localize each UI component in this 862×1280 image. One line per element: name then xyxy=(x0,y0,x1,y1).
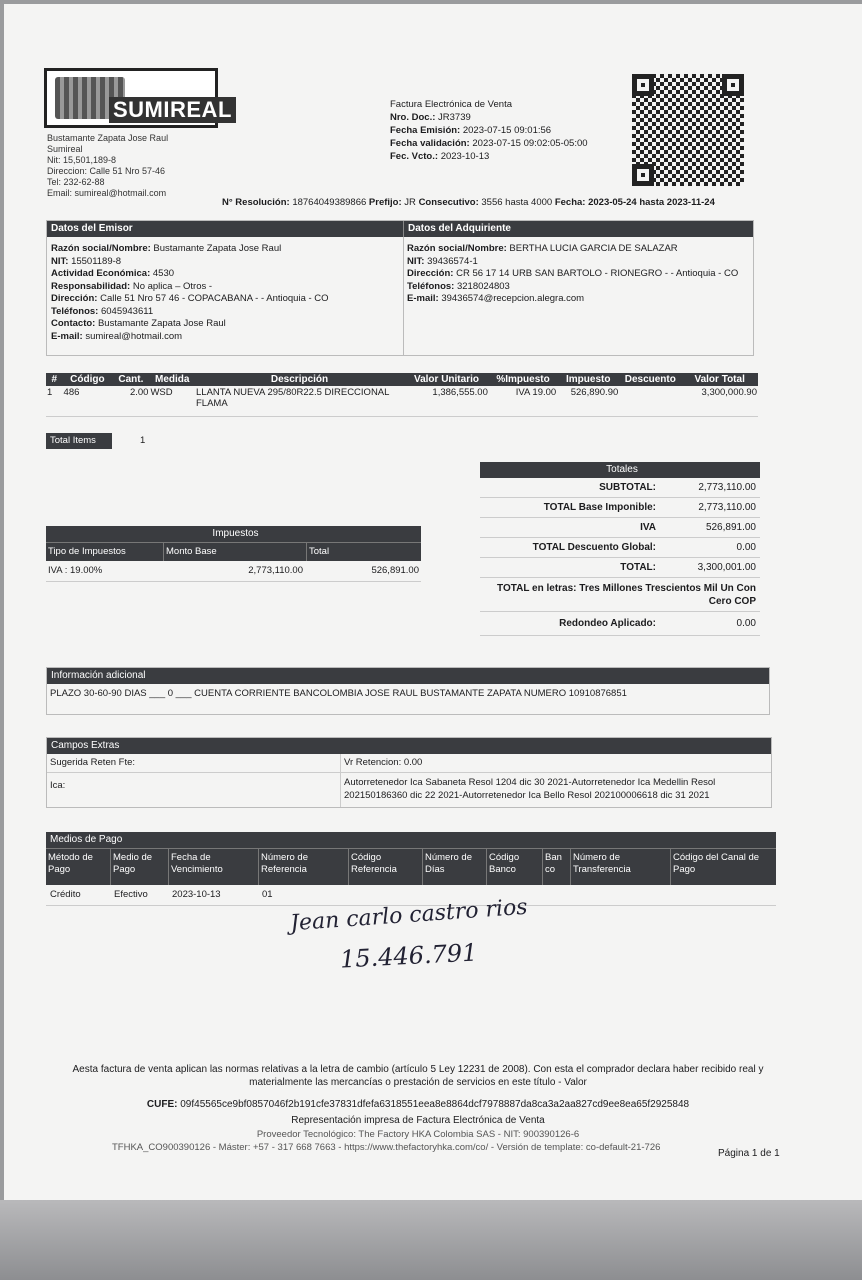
col-header: Valor Total xyxy=(681,373,758,386)
totals-row xyxy=(480,558,760,578)
cell: Sugerida Reten Fte: xyxy=(50,757,136,768)
cell xyxy=(542,885,570,905)
cell: 526,890.90 xyxy=(570,387,619,398)
qr-finder xyxy=(632,74,654,96)
field-value: CR 56 17 14 URB SAN BARTOLO - RIONEGRO - - Antioquia - CO xyxy=(456,268,739,279)
additional-info-text: PLAZO 30-60-90 DIAS ___ 0 ___ CUENTA CORRIENTE BANCOLOMBIA JOSE RAUL BUSTAMANTE ZAPATA NUMERO 10910876851 xyxy=(50,688,627,699)
col-header: Ban co xyxy=(542,849,570,885)
cell: 486 xyxy=(63,387,80,398)
field-label: E-mail: xyxy=(407,293,439,304)
total-items-value: 1 xyxy=(140,435,146,446)
col-header: Impuesto xyxy=(557,373,619,386)
table-row xyxy=(46,561,421,582)
field-label: Dirección: xyxy=(51,293,98,304)
cell: Efectivo xyxy=(114,889,148,900)
issuer-line: Direccion: Calle 51 Nro 57-46 xyxy=(47,166,166,176)
rounding-row xyxy=(480,612,760,636)
handwritten-id: 15.446.791 xyxy=(339,938,479,974)
additional-info-title: Información adicional xyxy=(47,668,769,684)
buyer-section-title: Datos del Adquiriente xyxy=(403,221,753,237)
col-header: Código Referencia xyxy=(348,849,422,885)
payment-header xyxy=(46,848,776,885)
qr-finder xyxy=(632,164,654,186)
field-value: Calle 51 Nro 57 46 - COPACABANA - - Antioquia - CO xyxy=(100,293,329,304)
cell: IVA : 19.00% xyxy=(48,565,103,576)
totals-label: TOTAL Descuento Global: xyxy=(532,542,656,553)
issue-date: 2023-07-15 09:01:56 xyxy=(462,125,552,136)
field-value: sumireal@hotmail.com xyxy=(85,330,183,342)
field-value: 15501189-8 xyxy=(71,255,122,267)
table-row xyxy=(46,386,758,417)
col-header: Cant. xyxy=(112,373,149,386)
payment-title: Medios de Pago xyxy=(46,832,776,848)
col-header: Número de Referencia xyxy=(258,849,348,885)
totals-title: Totales xyxy=(480,462,760,478)
totals-label: IVA xyxy=(640,522,656,533)
col-header: Total xyxy=(306,543,421,561)
items-header-row xyxy=(46,373,758,386)
resolution-line xyxy=(222,197,715,208)
doc-title: Factura Electrónica de Venta xyxy=(390,99,512,110)
taxes-section xyxy=(46,526,421,582)
issuer-line: Email: sumireal@hotmail.com xyxy=(47,188,167,198)
col-header: Medida xyxy=(149,373,195,386)
totals-label: Redondeo Aplicado: xyxy=(559,618,656,629)
cell: 1 xyxy=(47,387,53,398)
cufe-value: 09f45565ce9bf0857046f2b191cfe37831dfefa6318551eea8e8864dcf7978887da8ca3a2aa827cd9ee8ea65f2925848 xyxy=(180,1099,690,1110)
col-header: Fecha de Vencimiento xyxy=(168,849,258,885)
validation-date-label: Fecha validación: xyxy=(390,138,470,149)
totals-value: 0.00 xyxy=(736,618,756,629)
field-value: Bustamante Zapata Jose Raul xyxy=(97,318,226,329)
col-header: %Impuesto xyxy=(489,373,557,386)
total-in-words xyxy=(480,578,760,612)
issue-date-label: Fecha Emisión: xyxy=(390,125,461,136)
legal-note: Aesta factura de venta aplican las normas relativas a la letra de cambio (artículo 5 Ley 12231 de 2008). Con esta el comprador declara haber recibido real y materialmente las mercancías o prestación de servicios en este título - Valor xyxy=(72,1064,764,1088)
field-value: 6045943611 xyxy=(100,305,154,317)
issuer-header-block xyxy=(47,133,247,199)
field-value: 39436574@recepcion.alegra.com xyxy=(441,293,585,304)
col-header: Código xyxy=(63,373,113,386)
cell xyxy=(619,386,681,417)
extra-fields-section xyxy=(46,737,772,808)
totals-value: 2,773,110.00 xyxy=(698,502,756,513)
taxes-header xyxy=(46,542,421,561)
taxes-title: Impuestos xyxy=(46,526,421,542)
field-value: Bustamante Zapata Jose Raul xyxy=(153,243,282,254)
consecutive-label: Consecutivo: xyxy=(418,197,479,208)
issuer-line: Bustamante Zapata Jose Raul xyxy=(47,133,169,143)
cell: Vr Retencion: 0.00 xyxy=(340,754,771,772)
field-value: BERTHA LUCIA GARCIA DE SALAZAR xyxy=(509,243,678,254)
field-label: Teléfonos: xyxy=(407,280,455,292)
table-row xyxy=(47,773,771,807)
totals-value: 0.00 xyxy=(736,542,756,553)
totals-value: 2,773,110.00 xyxy=(698,482,756,493)
cell: 2.00 xyxy=(129,387,149,398)
additional-info-section xyxy=(46,667,770,715)
totals-row xyxy=(480,498,760,518)
field-label: Teléfonos: xyxy=(51,305,99,317)
parties-section xyxy=(46,220,754,356)
col-header: Código del Canal de Pago xyxy=(670,849,776,885)
prefix: JR xyxy=(404,197,416,208)
field-label: Razón social/Nombre: xyxy=(407,243,507,254)
field-label: Actividad Económica: xyxy=(51,268,151,279)
range-date-label: Fecha: xyxy=(554,197,586,208)
col-header: Monto Base xyxy=(163,543,306,561)
field-value: No aplica – Otros - xyxy=(132,280,213,292)
field-value: 4530 xyxy=(152,268,175,279)
field-label: Responsabilidad: xyxy=(51,280,131,292)
cell: 526,891.00 xyxy=(371,565,419,576)
consecutive: 3556 hasta 4000 xyxy=(481,197,553,208)
items-table xyxy=(46,373,758,417)
col-header: # xyxy=(46,373,63,386)
qr-code xyxy=(632,74,744,186)
totals-label: SUBTOTAL: xyxy=(599,482,656,493)
field-label: E-mail: xyxy=(51,330,83,342)
total-items-label: Total Items xyxy=(46,433,112,449)
issuer-line: Nit: 15,501,189-8 xyxy=(47,155,117,165)
cell: Ica: xyxy=(50,780,66,791)
totals-row xyxy=(480,518,760,538)
provider-note: Proveedor Tecnológico: The Factory HKA Colombia SAS - NIT: 900390126-6 xyxy=(256,1129,580,1140)
cufe-label: CUFE: xyxy=(146,1099,178,1110)
payment-section xyxy=(46,832,776,906)
prefix-label: Prefijo: xyxy=(368,197,402,208)
page-number: Página 1 de 1 xyxy=(718,1148,780,1159)
representation-note: Representación impresa de Factura Electrónica de Venta xyxy=(291,1115,545,1126)
cell: IVA 19.00 xyxy=(515,387,557,398)
field-label: NIT: xyxy=(51,255,69,267)
logo-text: SUMIREAL xyxy=(109,97,236,123)
col-header: Código Banco xyxy=(486,849,542,885)
qr-finder xyxy=(722,74,744,96)
field-value: 39436574-1 xyxy=(427,255,478,267)
cufe-line xyxy=(48,1099,788,1110)
cell xyxy=(670,885,776,905)
cell: 01 xyxy=(262,889,273,900)
issuer-line: Tel: 232-62-88 xyxy=(47,177,105,187)
col-header: Valor Unitario xyxy=(404,373,489,386)
totals-value: 526,891.00 xyxy=(705,522,756,533)
table-row xyxy=(47,754,771,773)
issuer-section-title: Datos del Emisor xyxy=(47,221,403,237)
due-date-label: Fec. Vcto.: xyxy=(390,151,439,162)
resolution-label: N° Resolución: xyxy=(222,197,290,208)
cell: 1,386,555.00 xyxy=(432,387,488,398)
doc-number: JR3739 xyxy=(438,112,471,123)
range-date: 2023-05-24 hasta 2023-11-24 xyxy=(588,197,715,208)
cell: WSD xyxy=(150,387,173,398)
col-header: Tipo de Impuestos xyxy=(48,546,126,557)
col-header: Número de Días xyxy=(422,849,486,885)
due-date: 2023-10-13 xyxy=(440,151,490,162)
company-logo xyxy=(44,68,232,128)
totals-row xyxy=(480,478,760,498)
words-label: TOTAL en letras: xyxy=(497,583,577,594)
field-label: Dirección: xyxy=(407,268,454,279)
col-header: Número de Transferencia xyxy=(570,849,670,885)
cell xyxy=(570,885,670,905)
totals-section xyxy=(480,462,760,636)
cell: 3,300,000.90 xyxy=(701,387,757,398)
resolution-number: 18764049389866 xyxy=(292,197,367,208)
master-note: TFHKA_CO900390126 - Máster: +57 - 317 668 7663 - https://www.thefactoryhka.com/co/ - Versión de template: co-default-21-726 xyxy=(112,1142,661,1153)
col-header: Descripción xyxy=(195,373,404,386)
extra-fields-title: Campos Extras xyxy=(47,738,771,754)
handwritten-name: Jean carlo castro rios xyxy=(289,894,529,937)
cell: 2023-10-13 xyxy=(172,889,221,900)
field-label: Razón social/Nombre: xyxy=(51,243,151,254)
totals-label: TOTAL Base Imponible: xyxy=(543,502,656,513)
cell: Autorretenedor Ica Sabaneta Resol 1204 dic 30 2021-Autorretenedor Ica Medellin Resol 202150186360 dic 22 2021-Autorretenedor Ica Bello Resol 202100006618 dic 31 2021 xyxy=(340,773,771,807)
issuer-details xyxy=(51,243,396,343)
totals-row xyxy=(480,538,760,558)
totals-label: TOTAL: xyxy=(620,562,656,573)
col-header: Descuento xyxy=(619,373,681,386)
divider xyxy=(403,237,404,355)
col-header: Método de Pago xyxy=(48,852,93,875)
cell: Crédito xyxy=(50,889,81,900)
doc-number-label: Nro. Doc.: xyxy=(390,112,436,123)
issuer-line: Sumireal xyxy=(47,144,83,154)
buyer-details xyxy=(407,243,747,306)
document-info xyxy=(390,98,620,163)
field-label: NIT: xyxy=(407,255,425,267)
cell: LLANTA NUEVA 295/80R22.5 DIRECCIONAL FLAMA xyxy=(196,387,390,409)
field-value: 3218024803 xyxy=(456,280,510,292)
field-label: Contacto: xyxy=(51,318,96,329)
col-header: Medio de Pago xyxy=(110,849,168,885)
floor-background xyxy=(0,1200,862,1280)
cell: 2,773,110.00 xyxy=(248,565,303,576)
totals-value: 3,300,001.00 xyxy=(697,562,756,573)
validation-date: 2023-07-15 09:02:05-05:00 xyxy=(472,138,588,149)
words-value: Tres Millones Trescientos Mil Un Con Cero COP xyxy=(579,583,756,607)
